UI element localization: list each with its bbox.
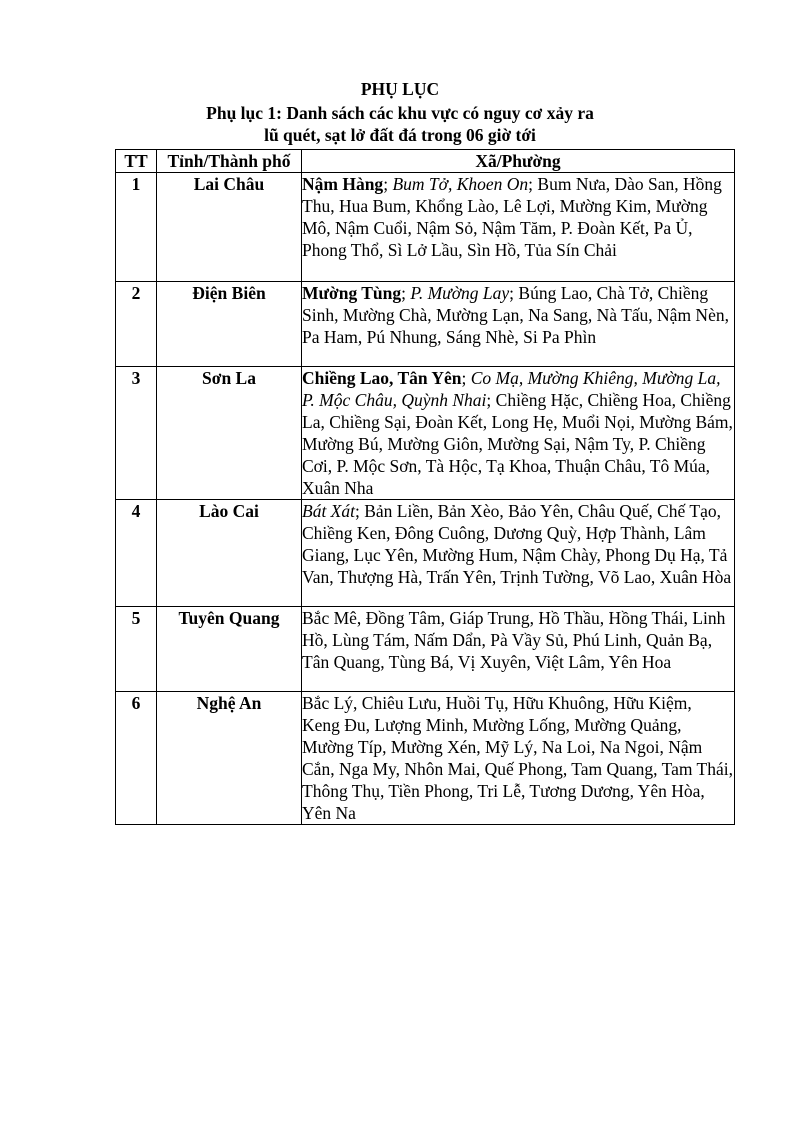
table-row bbox=[116, 173, 735, 282]
commune-list-normal: Bắc Lý, Chiêu Lưu, Huồi Tụ, Hữu Khuông, Hữu Kiệm, Keng Đu, Lượng Minh, Mường Lống, Mường Quảng, Mường Típ, Mường Xén, Mỹ Lý, Na Loi, Na Ngoi, Nậm Cắn, Nga My, Nhôn Mai, Quế Phong, Tam Quang, Tam Thái, Thông Thụ, Tiền Phong, Tri Lễ, Tương Dương, Yên Hòa, Yên Na bbox=[302, 693, 733, 823]
commune-list bbox=[302, 500, 735, 607]
commune-list-separator: ; bbox=[401, 283, 411, 303]
header-tt: TT bbox=[116, 150, 157, 173]
table-row bbox=[116, 692, 735, 825]
document-subtitle-line1: Phụ lục 1: Danh sách các khu vực có nguy cơ xảy ra bbox=[206, 103, 594, 123]
row-number: 3 bbox=[116, 367, 157, 500]
commune-list-italic: Bum Tở, Khoen On bbox=[392, 174, 529, 194]
commune-list-normal: Chiềng Hặc, Chiềng Hoa, Chiềng La, Chiềng Sại, Đoàn Kết, Long Hẹ, Muổi Nọi, Mường Bám, Mường Bú, Mường Giôn, Mường Sại, Nậm Ty, P. Chiềng Cơi, P. Mộc Sơn, Tà Hộc, Tạ Khoa, Thuận Châu, Tô Múa, Xuân Nha bbox=[302, 390, 733, 498]
commune-list-normal: Bắc Mê, Đồng Tâm, Giáp Trung, Hồ Thầu, Hồng Thái, Linh Hồ, Lùng Tám, Nấm Dẩn, Pà Vầy Sủ, Phú Linh, Quản Bạ, Tân Quang, Tùng Bá, Vị Xuyên, Việt Lâm, Yên Hoa bbox=[302, 608, 726, 672]
table-row bbox=[116, 607, 735, 692]
commune-list bbox=[302, 367, 735, 500]
commune-list-italic: Co Mạ, Mường Khiêng, Mường La, P. Mộc Châu, Quỳnh Nhai bbox=[302, 368, 721, 410]
commune-list-normal: Bum Nưa, Dào San, Hồng Thu, Hua Bum, Khổng Lào, Lê Lợi, Mường Kim, Mường Mô, Nậm Cuổi, Nậm Sỏ, Nậm Tăm, P. Đoàn Kết, Pa Ủ, Phong Thổ, Sì Lở Lầu, Sìn Hồ, Tủa Sín Chải bbox=[302, 174, 722, 260]
table-row bbox=[116, 282, 735, 367]
commune-list-bold: Mường Tùng bbox=[302, 283, 402, 303]
row-number: 5 bbox=[116, 607, 157, 692]
commune-list bbox=[302, 692, 735, 825]
header-province: Tỉnh/Thành phố bbox=[157, 150, 302, 173]
commune-list-italic: Bát Xát bbox=[302, 501, 355, 521]
table-row bbox=[116, 500, 735, 607]
table-header-row bbox=[116, 150, 735, 173]
commune-list-separator: ; bbox=[461, 368, 471, 388]
row-number: 2 bbox=[116, 282, 157, 367]
province-name: Nghệ An bbox=[157, 692, 302, 825]
province-name: Tuyên Quang bbox=[157, 607, 302, 692]
commune-list-separator: ; bbox=[486, 390, 496, 410]
commune-list-bold: Nậm Hàng bbox=[302, 174, 384, 194]
commune-list bbox=[302, 607, 735, 692]
document-title: PHỤ LỤC bbox=[360, 79, 440, 99]
row-number: 1 bbox=[116, 173, 157, 282]
commune-list-normal: Bản Liền, Bản Xèo, Bảo Yên, Châu Quế, Chế Tạo, Chiềng Ken, Đông Cuông, Dương Quỳ, Hợp Thành, Lâm Giang, Lục Yên, Mường Hum, Nậm Chày, Phong Dụ Hạ, Tả Van, Thượng Hà, Trấn Yên, Trịnh Tường, Võ Lao, Xuân Hòa bbox=[302, 501, 732, 587]
commune-list-italic: P. Mường Lay bbox=[410, 283, 510, 303]
commune-list bbox=[302, 173, 735, 282]
province-name: Sơn La bbox=[157, 367, 302, 500]
header-communes: Xã/Phường bbox=[302, 150, 735, 173]
commune-list-separator: ; bbox=[528, 174, 538, 194]
risk-areas-table bbox=[115, 149, 735, 825]
province-name: Điện Biên bbox=[157, 282, 302, 367]
commune-list-bold: Chiềng Lao, Tân Yên bbox=[302, 368, 462, 388]
commune-list-separator: ; bbox=[383, 174, 393, 194]
commune-list-separator: ; bbox=[354, 501, 365, 521]
row-number: 6 bbox=[116, 692, 157, 825]
table-row bbox=[116, 367, 735, 500]
province-name: Lai Châu bbox=[157, 173, 302, 282]
commune-list bbox=[302, 282, 735, 367]
commune-list-separator: ; bbox=[509, 283, 519, 303]
row-number: 4 bbox=[116, 500, 157, 607]
document-subtitle-line2: lũ quét, sạt lở đất đá trong 06 giờ tới bbox=[264, 125, 536, 145]
commune-list-normal: Búng Lao, Chà Tở, Chiềng Sinh, Mường Chà, Mường Lạn, Na Sang, Nà Tấu, Nậm Nèn, Pa Ham, Pú Nhung, Sáng Nhè, Si Pa Phìn bbox=[302, 283, 729, 347]
province-name: Lào Cai bbox=[157, 500, 302, 607]
